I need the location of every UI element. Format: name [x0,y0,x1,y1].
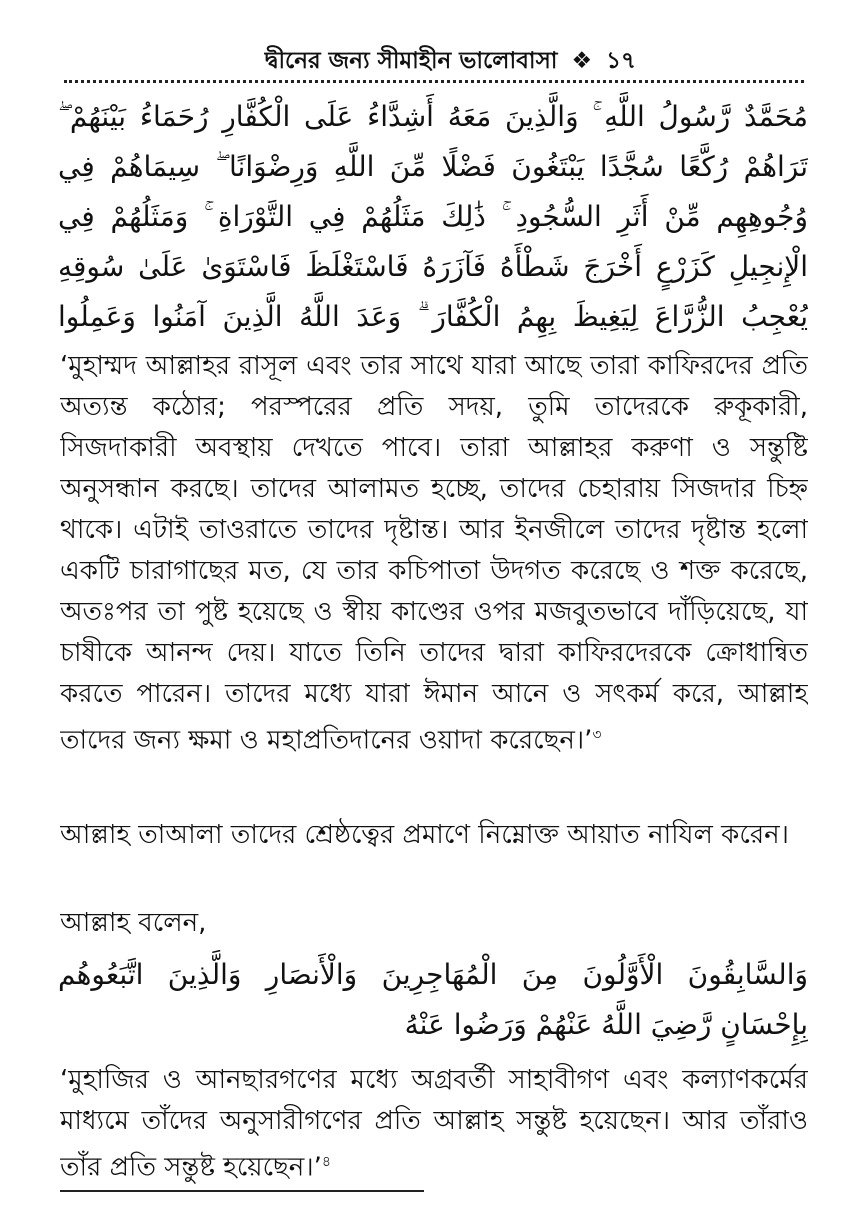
page-number: ১৭ [606,48,636,74]
separator-ornament: ❖ [571,48,593,74]
footnote-mark-3: ৩ [592,727,602,743]
translation-1-text: ‘মুহাম্মদ আল্লাহর রাসূল এবং তার সাথে যারা আছে তারা কাফিরদের প্রতি অত্যন্ত কঠোর; পরস্পরের প্রতি সদয়, তুমি তাদেরকে রুকূকারী, সিজদাকারী অবস্থায় দেখতে পাবে। তারা আল্লাহর করুণা ও সন্তুষ্টি অনুসন্ধান করছে। তাদের আলামত হচ্ছে, তাদের চেহারায় সিজদার চিহ্ন থাকে। এটাই তাওরাতে তাদের দৃষ্টান্ত। আর ইনজীলে তাদের দৃষ্টান্ত হলো একটি চারাগাছের মত, যে তার কচিপাতা উদগত করেছে ও শক্ত করেছে, অতঃপর তা পুষ্ট হয়েছে ও স্বীয় কাণ্ডের ওপর মজবুতভাবে দাঁড়িয়েছে, যা চাষীকে আনন্দ দেয়। যাতে তিনি তাদের দ্বারা কাফিরদেরকে ক্রোধান্বিত করতে পারেন। তাদের মধ্যে যারা ঈমান আনে ও সৎকর্ম করে, আল্লাহ তাদের জন্য ক্ষমা ও মহাপ্রতিদানের ওয়াদা করেছেন।’ [60,351,808,756]
book-title: দ্বীনের জন্য সীমাহীন ভালোবাসা [264,48,558,74]
footnote-mark-4: ৪ [321,1154,331,1170]
intro-paragraph: আল্লাহ তাআলা তাদের শ্রেষ্ঠত্বের প্রমাণে নিম্নোক্ত আয়াত নাযিল করেন। [60,820,789,850]
arabic-verse-1: مُحَمَّدٌ رَّسُولُ اللَّهِ ۚ وَالَّذِينَ مَعَهُ أَشِدَّاءُ عَلَى الْكُفَّارِ رُحَمَاءُ بَيْنَهُمْ ۖ تَرَاهُمْ رُكَّعًا سُجَّدًا يَبْتَغُونَ فَضْلًا مِّنَ اللَّهِ وَرِضْوَانًا ۖ سِيمَاهُمْ فِي وُجُوهِهِم مِّنْ أَثَرِ السُّجُودِ ۚ ذَٰلِكَ مَثَلُهُمْ فِي التَّوْرَاةِ ۚ وَمَثَلُهُمْ فِي الْإِنجِيلِ كَزَرْعٍ أَخْرَجَ شَطْأَهُ فَآزَرَهُ فَاسْتَغْلَظَ فَاسْتَوَىٰ عَلَىٰ سُوقِهِ يُعْجِبُ الزُّرَّاعَ لِيَغِيظَ بِهِمُ الْكُفَّارَ ۗ وَعَدَ اللَّهُ الَّذِينَ آمَنُوا وَعَمِلُوا [58,100,808,333]
footnote-separator [60,1190,424,1192]
translation-2-text: ‘মুহাজির ও আনছারগণের মধ্যে অগ্রবর্তী সাহাবীগণ এবং কল্যাণকর্মের মাধ্যমে তাঁদের অনুসারীগণের প্রতি আল্লাহ সন্তুষ্ট হয়েছেন। আর তাঁরাও তাঁর প্রতি সন্তুষ্ট হয়েছেন।’ [60,1065,808,1183]
header-dotted-rule [64,80,804,83]
translation-paragraph-1 [60,346,808,802]
translation-paragraph-2 [60,1060,808,1186]
arabic-verse-2: وَالسَّابِقُونَ الْأَوَّلُونَ مِنَ الْمُهَاجِرِينَ وَالْأَنصَارِ وَالَّذِينَ اتَّبَعُوهُم بِإِحْسَانٍ رَّضِيَ اللَّهُ عَنْهُمْ وَرَضُوا عَنْهُ [58,958,808,1041]
running-header [0,44,636,78]
allah-says-line: আল্লাহ বলেন, [60,908,207,938]
